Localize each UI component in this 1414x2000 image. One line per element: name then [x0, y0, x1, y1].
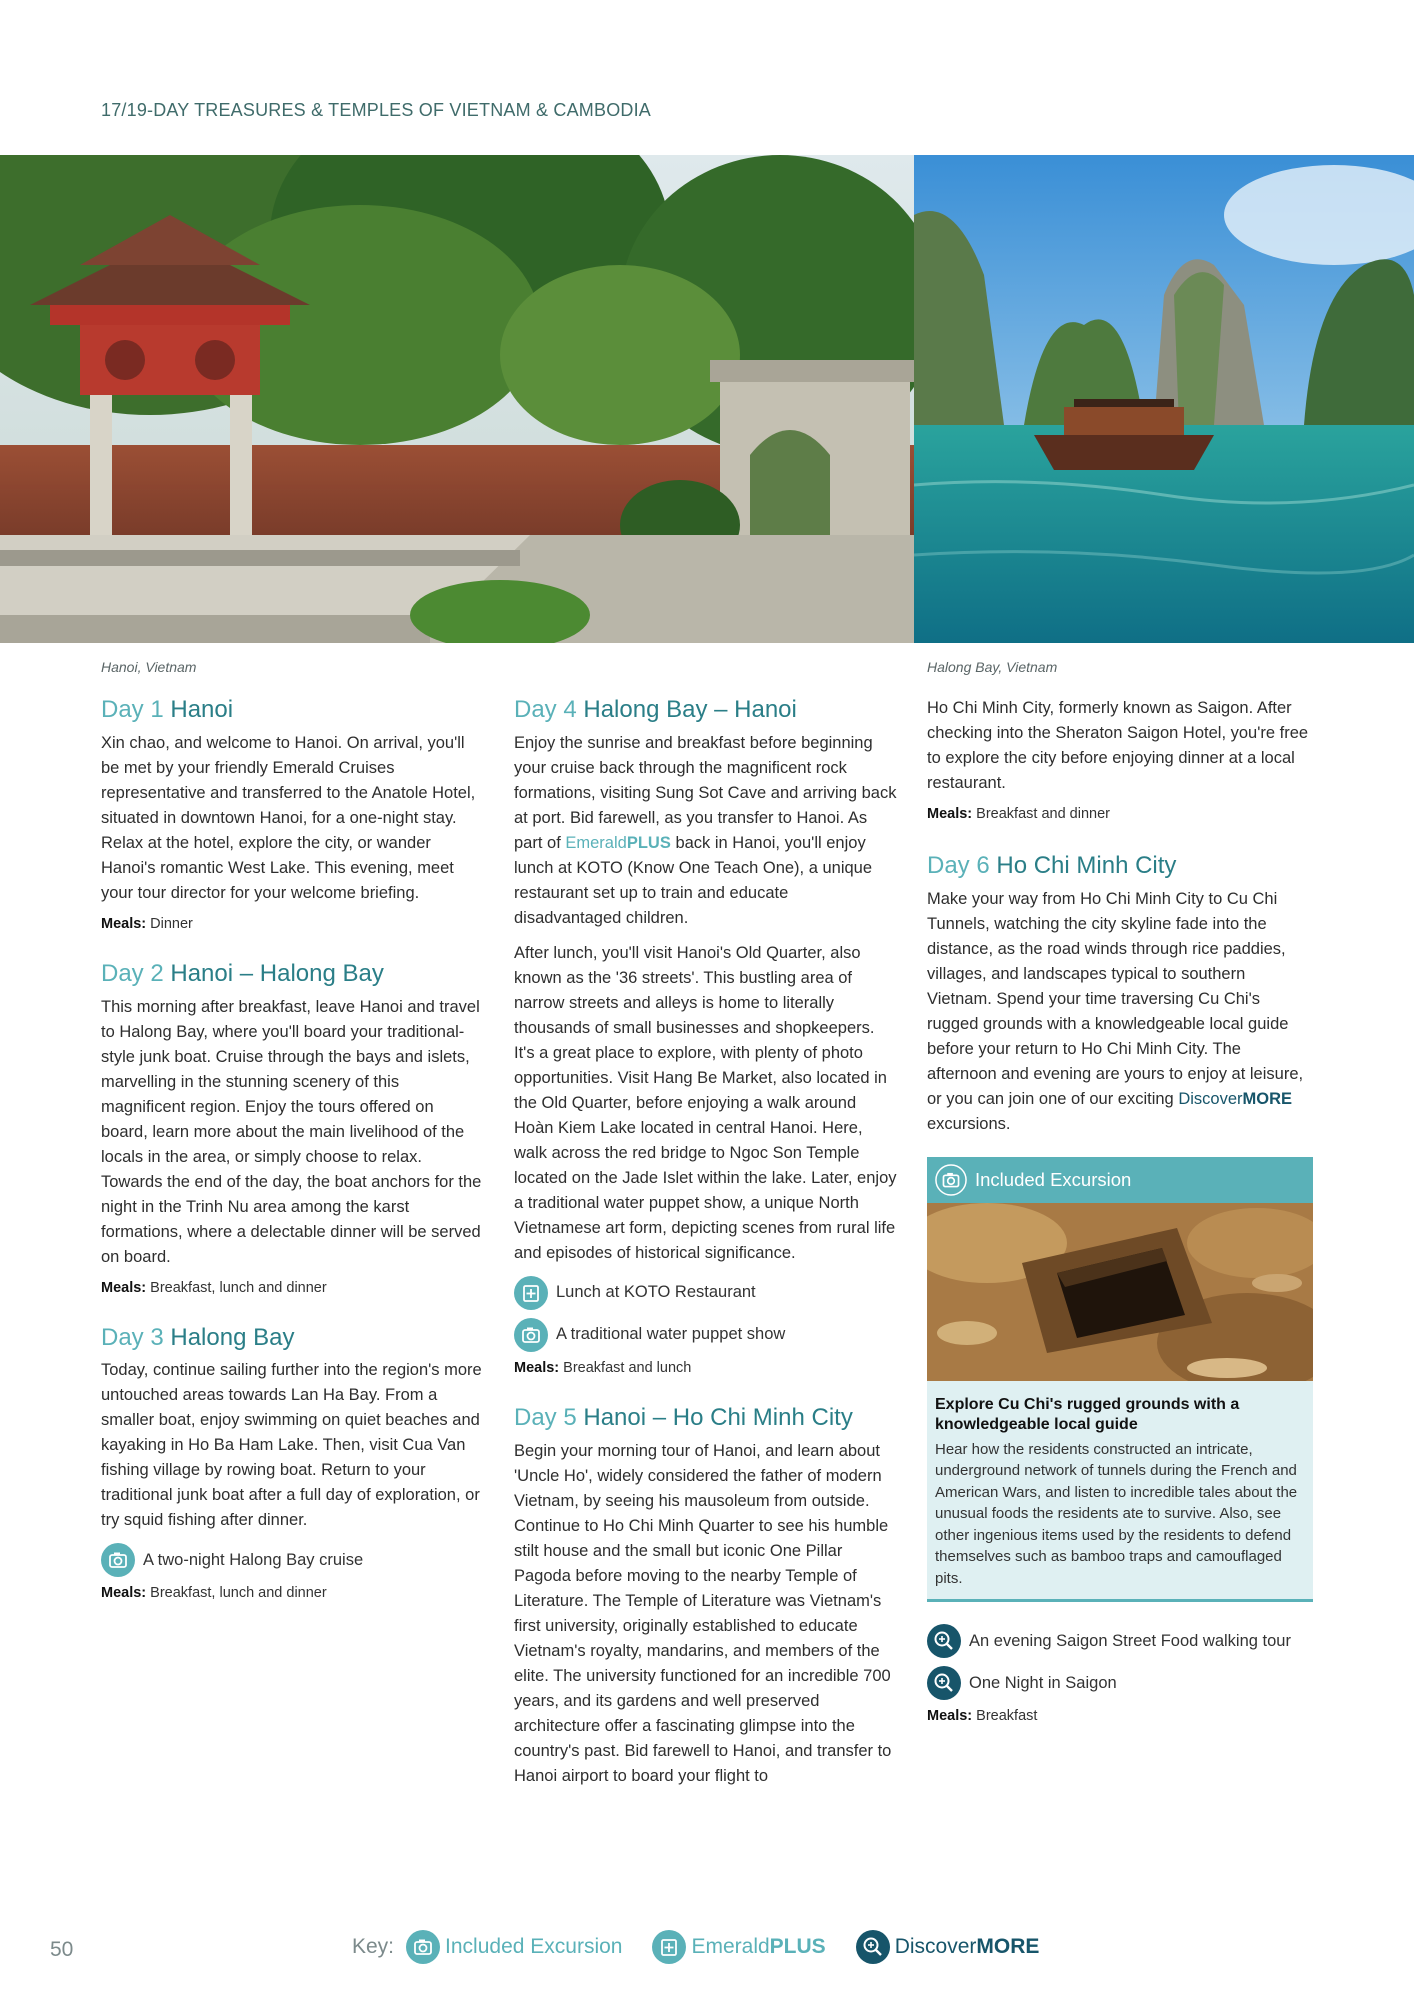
key-emerald-plus: Emerald PLUS	[652, 1930, 825, 1964]
excursion-text: Hear how the residents constructed an intricate, underground network of tunnels during the French and American Wars, and listen to incredible tales about the unusual foods the residents ate to survive. Also, see other ingenious items used by the residents to defend themselves such as bamboo traps and camouflaged pits.	[935, 1440, 1298, 1587]
day-2-section	[101, 960, 485, 1296]
day-1-text: Xin chao, and welcome to Hanoi. On arrival, you'll be met by your friendly Emerald Cruises representative and transferred to the Anatole Hotel, situated in downtown Hanoi, for a one-night stay. Relax at the hotel, explore the city, or wander Hanoi's romantic West Lake. This evening, meet your tour director for your welcome briefing.	[101, 733, 476, 902]
camera-icon	[935, 1164, 967, 1196]
camera-icon	[514, 1318, 548, 1352]
day-3-feature: A two-night Halong Bay cruise	[101, 1543, 485, 1577]
key-discover-more: Discover MORE	[856, 1930, 1040, 1964]
day-6-title: Day 6 Ho Chi Minh City	[927, 852, 1177, 879]
day-1-section	[101, 696, 485, 932]
hanoi-caption: Hanoi, Vietnam	[101, 659, 197, 675]
day-4-meals: Meals: Breakfast and lunch	[514, 1359, 692, 1376]
day-4-section	[514, 696, 898, 1376]
key-label: Key:	[352, 1935, 395, 1958]
discover-more-icon	[927, 1666, 961, 1700]
discover-more-icon	[856, 1930, 890, 1964]
day-6-meals: Meals: Breakfast	[927, 1708, 1038, 1725]
day-4-text: Enjoy the sunrise and breakfast before beginning your cruise back through the magnificent rock formations, visiting Sung Sot Cave and arriving back at port. Bid farewell, as you transfer to Hanoi. As part of EmeraldPLUS back in Hanoi, you'll enjoy lunch at KOTO (Know One Teach One), a unique restaurant set up to train and educate disadvantaged children.	[514, 733, 897, 927]
day-4-title: Day 4 Halong Bay – Hanoi	[514, 696, 797, 723]
day-5-section	[514, 1404, 898, 1789]
day-1-meals: Meals: Dinner	[101, 915, 193, 932]
day-6-text: Make your way from Ho Chi Minh City to Cu Chi Tunnels, watching the city skyline fade into the distance, as the road winds through rice paddies, villages, and landscapes typical to southern Vietnam. Spend your time traversing Cu Chi's rugged grounds with a knowledgeable local guide before your return to Ho Chi Minh City. The afternoon and evening are yours to enjoy at leisure, or you can join one of our exciting DiscoverMORE excursions.	[927, 889, 1304, 1133]
day-6-section	[927, 852, 1311, 1724]
day-3-text: Today, continue sailing further into the region's more untouched areas towards Lan Ha Bay. From a smaller boat, enjoy swimming on quiet beaches and kayaking in Ho Ba Ham Lake. Then, visit Cua Van fishing village by rowing boat. Return to your traditional junk boat after a full day of exploration, or try squid fishing after dinner.	[101, 1361, 482, 1530]
day-6-feature-1: An evening Saigon Street Food walking tour	[927, 1624, 1311, 1658]
day-3-meals: Meals: Breakfast, lunch and dinner	[101, 1585, 327, 1602]
day-4-feature-2: A traditional water puppet show	[514, 1318, 898, 1352]
day-3-title: Day 3 Halong Bay	[101, 1323, 295, 1351]
camera-icon	[101, 1543, 135, 1577]
halong-bay-photo	[914, 155, 1414, 643]
day-4-text-2: After lunch, you'll visit Hanoi's Old Quarter, also known as the '36 streets'. This bustling area of narrow streets and alleys is home to literally thousands of small businesses and shopkeepers. It's a great place to explore, with plenty of photo opportunities. Visit Hang Be Market, also located in the Old Quarter, before enjoying a walk around Hoàn Kiem Lake located in central Hanoi. Here, walk across the red bridge to Ngoc Son Temple located on the Jade Islet within the lake. Later, enjoy a traditional water puppet show, a unique North Vietnamese art form, depicting scenes from rural life and episodes of historical significance.	[514, 943, 897, 1262]
day-3-section	[101, 1324, 485, 1602]
emerald-plus-brand: EmeraldPLUS	[565, 833, 671, 852]
excursion-body	[927, 1381, 1313, 1603]
hanoi-photo	[0, 155, 914, 643]
day-5-title: Day 5 Hanoi – Ho Chi Minh City	[514, 1403, 853, 1431]
day-2-meals: Meals: Breakfast, lunch and dinner	[101, 1279, 327, 1296]
halong-caption: Halong Bay, Vietnam	[927, 659, 1058, 675]
day-2-title: Day 2 Hanoi – Halong Bay	[101, 959, 384, 987]
discover-more-brand: DiscoverMORE	[1178, 1089, 1293, 1108]
emerald-plus-icon	[514, 1276, 548, 1310]
column-2	[514, 696, 898, 1817]
camera-icon	[406, 1930, 440, 1964]
excursion-title: Explore Cu Chi's rugged grounds with a knowledgeable local guide	[935, 1395, 1240, 1433]
excursion-header: Included Excursion	[927, 1157, 1313, 1203]
day-1-title: Day 1 Hanoi	[101, 696, 234, 723]
day-4-feature-1: Lunch at KOTO Restaurant	[514, 1276, 898, 1310]
page-number: 50	[50, 1938, 74, 1961]
key-included-excursion: Included Excursion	[406, 1930, 622, 1964]
day-5-text-continued: Ho Chi Minh City, formerly known as Saigon. After checking into the Sheraton Saigon Hotel, you're free to explore the city before enjoying dinner at a local restaurant.	[927, 699, 1309, 792]
legend-key	[352, 1930, 1039, 1964]
day-5-continued	[927, 696, 1311, 822]
emerald-plus-icon	[652, 1930, 686, 1964]
day-5-meals: Meals: Breakfast and dinner	[927, 806, 1110, 822]
page-header: 17/19-DAY TREASURES & TEMPLES OF VIETNAM & CAMBODIA	[101, 100, 652, 120]
cu-chi-tunnel-photo	[927, 1203, 1313, 1381]
column-3	[927, 696, 1311, 1752]
day-5-text: Begin your morning tour of Hanoi, and learn about 'Uncle Ho', widely considered the father of modern Vietnam, by seeing his mausoleum from outside. Continue to Ho Chi Minh Quarter to see his humble stilt house and the small but iconic One Pillar Pagoda before moving to the nearby Temple of Literature. The Temple of Literature was Vietnam's first university, originally established to educate Vietnam's royalty, mandarins, and members of the elite. The university functioned for an incredible 700 years, and its gardens and well preserved architecture offer a fascinating glimpse into the country's past. Bid farewell to Hanoi, and transfer to Hanoi airport to board your flight to	[514, 1441, 892, 1785]
column-1	[101, 696, 485, 1629]
day-6-feature-2: One Night in Saigon	[927, 1666, 1311, 1700]
discover-more-icon	[927, 1624, 961, 1658]
day-2-text: This morning after breakfast, leave Hanoi and travel to Halong Bay, where you'll board your traditional-style junk boat. Cruise through the bays and islets, marvelling in the stunning scenery of this magnificent region. Enjoy the tours offered on board, learn more about the main livelihood of the locals in the area, or simply choose to relax. Towards the end of the day, the boat anchors for the night in the Trinh Nu area among the karst formations, where a delectable dinner will be served on board.	[101, 997, 482, 1266]
included-excursion-box	[927, 1157, 1313, 1603]
